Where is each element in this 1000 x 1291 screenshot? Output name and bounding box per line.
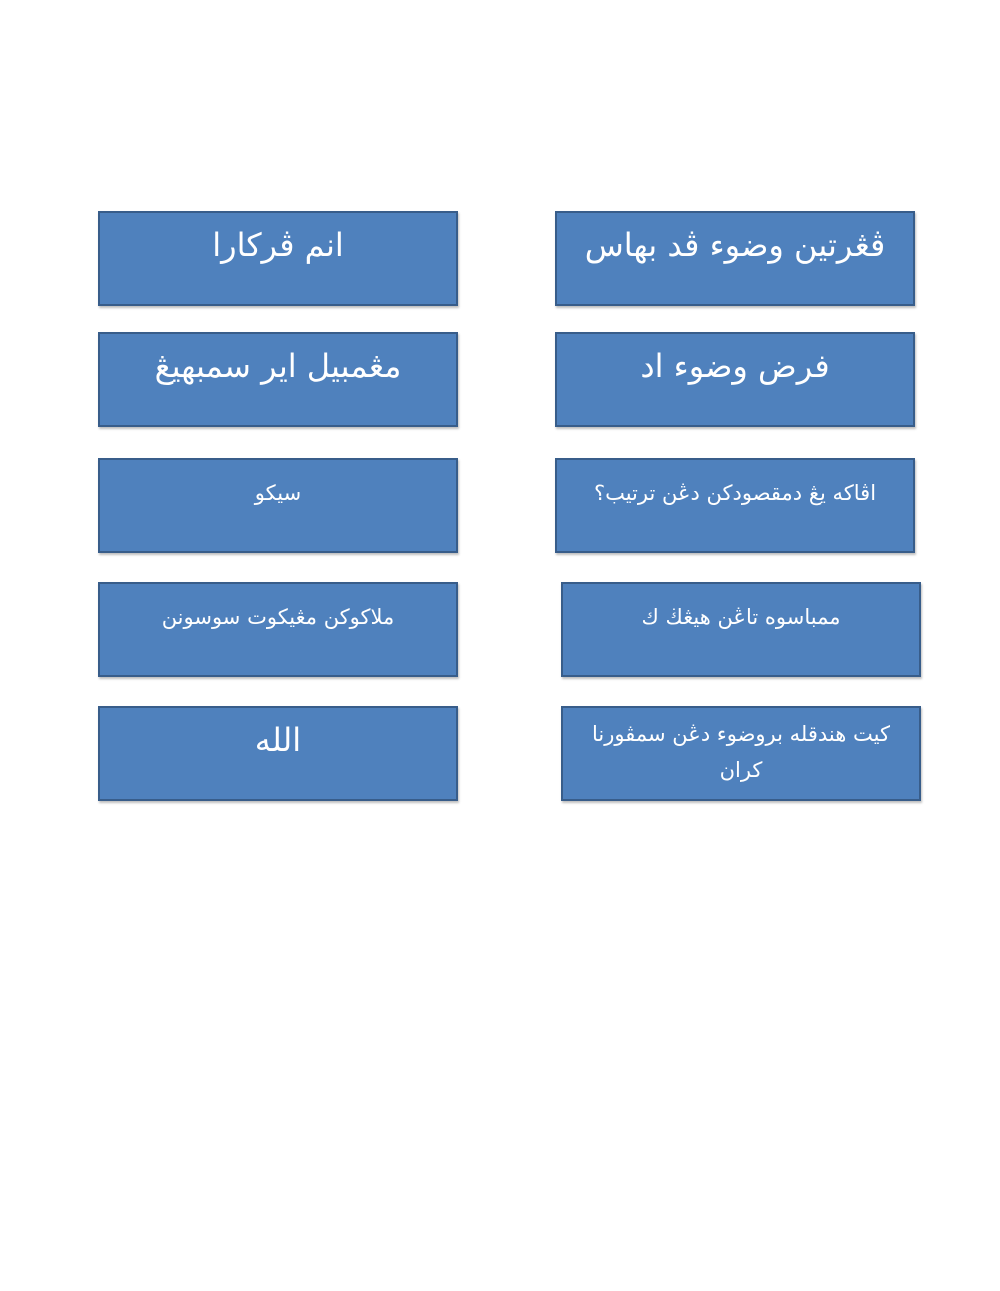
card-text: كيت هندقله بروضوء دڠن سمڤورنا كران xyxy=(592,722,890,782)
card-perfect-wudu-question[interactable] xyxy=(561,706,921,801)
card-text: انم ڤركارا xyxy=(212,226,344,264)
card-text: ممباسوه تاڠن هيڠڬ ك xyxy=(641,605,841,629)
card-text: فرض وضوء اد xyxy=(640,347,830,385)
card-tertib-answer[interactable] xyxy=(98,458,458,553)
card-text: ڤڠرتين وضوء ڤد بهاس xyxy=(584,226,886,264)
card-text: ملاكوكن مڠيكوت سوسونن xyxy=(161,605,395,629)
card-hands-answer[interactable] xyxy=(98,582,458,677)
card-fardu-answer[interactable] xyxy=(98,332,458,427)
card-text: سيكو xyxy=(254,481,302,505)
card-text: مڠمبيل اير سمبهيڠ xyxy=(154,347,402,385)
card-hands-question[interactable] xyxy=(561,582,921,677)
card-fardu-question[interactable] xyxy=(555,332,915,427)
card-perfect-wudu-answer[interactable] xyxy=(98,706,458,801)
card-tertib-question[interactable] xyxy=(555,458,915,553)
card-definition-question[interactable] xyxy=(555,211,915,306)
card-definition-answer[interactable] xyxy=(98,211,458,306)
card-text: الله xyxy=(254,721,302,759)
card-text: اڤاكه يڠ دمقصودكن دڠن ترتيب؟ xyxy=(593,481,877,505)
